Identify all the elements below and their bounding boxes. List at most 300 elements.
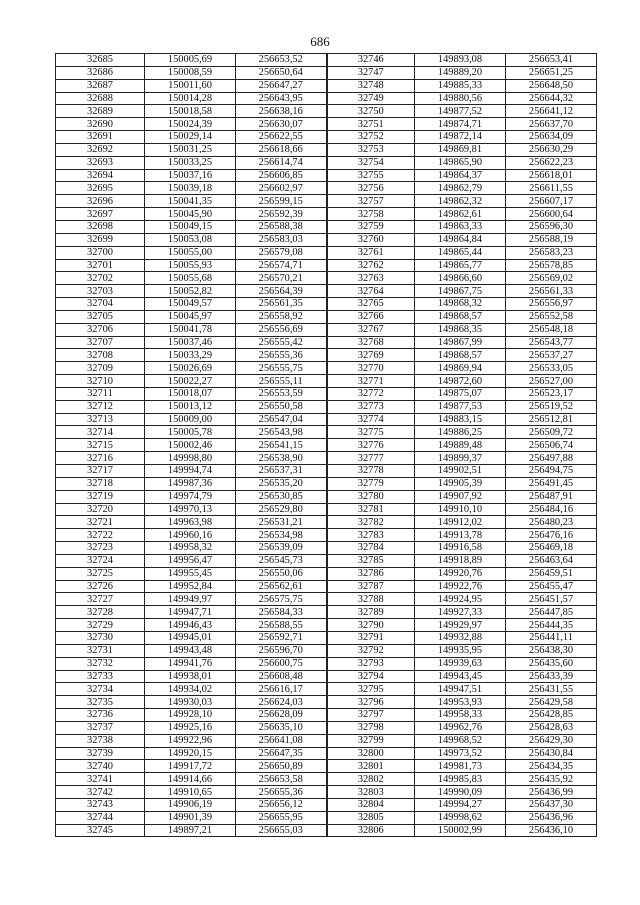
point-number-cell: 32707 — [56, 336, 145, 349]
point-number-cell: 32768 — [327, 336, 415, 349]
point-number-cell: 32764 — [327, 285, 415, 298]
point-number-cell: 32711 — [56, 387, 145, 400]
y-coordinate-cell: 256643,95 — [236, 92, 327, 105]
point-number-cell: 32730 — [56, 631, 145, 644]
y-coordinate-cell: 256447,85 — [506, 606, 597, 619]
point-number-cell: 32713 — [56, 413, 145, 426]
table-row — [56, 786, 597, 799]
table-row — [56, 619, 597, 632]
x-coordinate-cell: 149877,53 — [415, 400, 506, 413]
y-coordinate-cell: 256484,16 — [506, 503, 597, 516]
x-coordinate-cell: 149886,25 — [415, 426, 506, 439]
point-number-cell: 32750 — [327, 105, 415, 118]
point-number-cell: 32801 — [327, 760, 415, 773]
y-coordinate-cell: 256574,71 — [236, 259, 327, 272]
table-row — [56, 413, 597, 426]
point-number-cell: 32728 — [56, 606, 145, 619]
point-number-cell: 32687 — [56, 79, 145, 92]
x-coordinate-cell: 150055,93 — [145, 259, 236, 272]
point-number-cell: 32765 — [327, 298, 415, 311]
y-coordinate-cell: 256607,17 — [506, 195, 597, 208]
y-coordinate-cell: 256494,75 — [506, 465, 597, 478]
x-coordinate-cell: 149938,01 — [145, 670, 236, 683]
point-number-cell: 32697 — [56, 208, 145, 221]
x-coordinate-cell: 149973,52 — [415, 747, 506, 760]
x-coordinate-cell: 149922,96 — [145, 734, 236, 747]
x-coordinate-cell: 149889,48 — [415, 439, 506, 452]
x-coordinate-cell: 150029,14 — [145, 131, 236, 144]
y-coordinate-cell: 256529,80 — [236, 503, 327, 516]
y-coordinate-cell: 256550,06 — [236, 567, 327, 580]
table-row — [56, 811, 597, 824]
table-row — [56, 773, 597, 786]
x-coordinate-cell: 149968,52 — [415, 734, 506, 747]
point-number-cell: 32712 — [56, 400, 145, 413]
table-row — [56, 516, 597, 529]
point-number-cell: 32710 — [56, 375, 145, 388]
table-row — [56, 721, 597, 734]
table-row — [56, 670, 597, 683]
point-number-cell: 32704 — [56, 298, 145, 311]
y-coordinate-cell: 256583,03 — [236, 233, 327, 246]
point-number-cell: 32761 — [327, 246, 415, 259]
y-coordinate-cell: 256535,20 — [236, 477, 327, 490]
point-number-cell: 32692 — [56, 143, 145, 156]
table-row — [56, 760, 597, 773]
table-row — [56, 465, 597, 478]
table-row — [56, 79, 597, 92]
table-row — [56, 259, 597, 272]
point-number-cell: 32700 — [56, 246, 145, 259]
x-coordinate-cell: 150041,35 — [145, 195, 236, 208]
x-coordinate-cell: 149946,43 — [145, 619, 236, 632]
x-coordinate-cell: 149990,09 — [415, 786, 506, 799]
x-coordinate-cell: 149875,07 — [415, 387, 506, 400]
point-number-cell: 32751 — [327, 118, 415, 131]
table-row — [56, 554, 597, 567]
point-number-cell: 32772 — [327, 387, 415, 400]
x-coordinate-cell: 149910,10 — [415, 503, 506, 516]
table-row — [56, 387, 597, 400]
point-number-cell: 32770 — [327, 362, 415, 375]
x-coordinate-cell: 149868,35 — [415, 323, 506, 336]
y-coordinate-cell: 256491,45 — [506, 477, 597, 490]
x-coordinate-cell: 150011,60 — [145, 79, 236, 92]
y-coordinate-cell: 256630,07 — [236, 118, 327, 131]
y-coordinate-cell: 256638,16 — [236, 105, 327, 118]
table-row — [56, 567, 597, 580]
x-coordinate-cell: 149924,95 — [415, 593, 506, 606]
y-coordinate-cell: 256436,96 — [506, 811, 597, 824]
x-coordinate-cell: 149864,84 — [415, 233, 506, 246]
y-coordinate-cell: 256655,03 — [236, 824, 327, 837]
y-coordinate-cell: 256527,00 — [506, 375, 597, 388]
y-coordinate-cell: 256512,81 — [506, 413, 597, 426]
point-number-cell: 32725 — [56, 567, 145, 580]
x-coordinate-cell: 150049,15 — [145, 220, 236, 233]
x-coordinate-cell: 149905,39 — [415, 477, 506, 490]
x-coordinate-cell: 149885,33 — [415, 79, 506, 92]
y-coordinate-cell: 256558,92 — [236, 310, 327, 323]
y-coordinate-cell: 256634,09 — [506, 131, 597, 144]
y-coordinate-cell: 256476,16 — [506, 529, 597, 542]
y-coordinate-cell: 256441,11 — [506, 631, 597, 644]
x-coordinate-cell: 149877,52 — [415, 105, 506, 118]
point-number-cell: 32780 — [327, 490, 415, 503]
x-coordinate-cell: 149867,99 — [415, 336, 506, 349]
y-coordinate-cell: 256616,17 — [236, 683, 327, 696]
y-coordinate-cell: 256653,52 — [236, 54, 327, 67]
point-number-cell: 32698 — [56, 220, 145, 233]
point-number-cell: 32739 — [56, 747, 145, 760]
x-coordinate-cell: 149914,66 — [145, 773, 236, 786]
point-number-cell: 32800 — [327, 747, 415, 760]
point-number-cell: 32791 — [327, 631, 415, 644]
y-coordinate-cell: 256602,97 — [236, 182, 327, 195]
table-row — [56, 246, 597, 259]
x-coordinate-cell: 149928,10 — [145, 709, 236, 722]
x-coordinate-cell: 149987,36 — [145, 477, 236, 490]
x-coordinate-cell: 149985,83 — [415, 773, 506, 786]
table-row — [56, 734, 597, 747]
x-coordinate-cell: 149934,02 — [145, 683, 236, 696]
point-number-cell: 32802 — [327, 773, 415, 786]
point-number-cell: 32732 — [56, 657, 145, 670]
y-coordinate-cell: 256641,12 — [506, 105, 597, 118]
x-coordinate-cell: 150045,97 — [145, 310, 236, 323]
point-number-cell: 32797 — [327, 709, 415, 722]
point-number-cell: 32740 — [56, 760, 145, 773]
x-coordinate-cell: 149970,13 — [145, 503, 236, 516]
y-coordinate-cell: 256429,58 — [506, 696, 597, 709]
x-coordinate-cell: 149920,76 — [415, 567, 506, 580]
y-coordinate-cell: 256537,27 — [506, 349, 597, 362]
table-row — [56, 439, 597, 452]
coordinates-table — [55, 53, 597, 837]
x-coordinate-cell: 149868,57 — [415, 310, 506, 323]
y-coordinate-cell: 256519,52 — [506, 400, 597, 413]
table-row — [56, 426, 597, 439]
point-number-cell: 32783 — [327, 529, 415, 542]
x-coordinate-cell: 150002,99 — [415, 824, 506, 837]
table-row — [56, 683, 597, 696]
table-row — [56, 323, 597, 336]
x-coordinate-cell: 149907,92 — [415, 490, 506, 503]
point-number-cell: 32787 — [327, 580, 415, 593]
y-coordinate-cell: 256584,33 — [236, 606, 327, 619]
y-coordinate-cell: 256648,50 — [506, 79, 597, 92]
table-row — [56, 747, 597, 760]
point-number-cell: 32716 — [56, 452, 145, 465]
table-row — [56, 285, 597, 298]
y-coordinate-cell: 256530,85 — [236, 490, 327, 503]
table-row — [56, 798, 597, 811]
x-coordinate-cell: 150031,25 — [145, 143, 236, 156]
y-coordinate-cell: 256533,05 — [506, 362, 597, 375]
y-coordinate-cell: 256459,51 — [506, 567, 597, 580]
x-coordinate-cell: 149998,62 — [415, 811, 506, 824]
table-row — [56, 542, 597, 555]
point-number-cell: 32748 — [327, 79, 415, 92]
x-coordinate-cell: 149958,33 — [415, 709, 506, 722]
point-number-cell: 32689 — [56, 105, 145, 118]
point-number-cell: 32796 — [327, 696, 415, 709]
point-number-cell: 32721 — [56, 516, 145, 529]
x-coordinate-cell: 150018,07 — [145, 387, 236, 400]
table-row — [56, 631, 597, 644]
x-coordinate-cell: 150037,16 — [145, 169, 236, 182]
y-coordinate-cell: 256651,25 — [506, 66, 597, 79]
x-coordinate-cell: 150052,82 — [145, 285, 236, 298]
y-coordinate-cell: 256622,23 — [506, 156, 597, 169]
point-number-cell: 32724 — [56, 554, 145, 567]
point-number-cell: 32714 — [56, 426, 145, 439]
point-number-cell: 32719 — [56, 490, 145, 503]
point-number-cell: 32742 — [56, 786, 145, 799]
x-coordinate-cell: 149929,97 — [415, 619, 506, 632]
x-coordinate-cell: 150009,00 — [145, 413, 236, 426]
point-number-cell: 32736 — [56, 709, 145, 722]
x-coordinate-cell: 149941,76 — [145, 657, 236, 670]
x-coordinate-cell: 150014,28 — [145, 92, 236, 105]
point-number-cell: 32703 — [56, 285, 145, 298]
y-coordinate-cell: 256622,55 — [236, 131, 327, 144]
x-coordinate-cell: 149953,93 — [415, 696, 506, 709]
y-coordinate-cell: 256592,71 — [236, 631, 327, 644]
y-coordinate-cell: 256561,33 — [506, 285, 597, 298]
table-row — [56, 182, 597, 195]
point-number-cell: 32771 — [327, 375, 415, 388]
y-coordinate-cell: 256578,85 — [506, 259, 597, 272]
y-coordinate-cell: 256553,59 — [236, 387, 327, 400]
x-coordinate-cell: 149994,74 — [145, 465, 236, 478]
y-coordinate-cell: 256435,92 — [506, 773, 597, 786]
y-coordinate-cell: 256653,41 — [506, 54, 597, 67]
y-coordinate-cell: 256588,55 — [236, 619, 327, 632]
x-coordinate-cell: 149949,97 — [145, 593, 236, 606]
table-row — [56, 298, 597, 311]
x-coordinate-cell: 149865,77 — [415, 259, 506, 272]
table-row — [56, 349, 597, 362]
x-coordinate-cell: 149869,94 — [415, 362, 506, 375]
y-coordinate-cell: 256624,03 — [236, 696, 327, 709]
x-coordinate-cell: 150033,25 — [145, 156, 236, 169]
x-coordinate-cell: 149862,32 — [415, 195, 506, 208]
x-coordinate-cell: 149897,21 — [145, 824, 236, 837]
x-coordinate-cell: 149939,63 — [415, 657, 506, 670]
x-coordinate-cell: 149981,73 — [415, 760, 506, 773]
y-coordinate-cell: 256497,88 — [506, 452, 597, 465]
y-coordinate-cell: 256437,30 — [506, 798, 597, 811]
x-coordinate-cell: 149901,39 — [145, 811, 236, 824]
x-coordinate-cell: 149994,27 — [415, 798, 506, 811]
x-coordinate-cell: 150026,69 — [145, 362, 236, 375]
y-coordinate-cell: 256569,02 — [506, 272, 597, 285]
y-coordinate-cell: 256552,58 — [506, 310, 597, 323]
x-coordinate-cell: 149952,84 — [145, 580, 236, 593]
point-number-cell: 32734 — [56, 683, 145, 696]
point-number-cell: 32781 — [327, 503, 415, 516]
x-coordinate-cell: 149899,37 — [415, 452, 506, 465]
x-coordinate-cell: 149912,02 — [415, 516, 506, 529]
x-coordinate-cell: 149962,76 — [415, 721, 506, 734]
y-coordinate-cell: 256596,70 — [236, 644, 327, 657]
point-number-cell: 32773 — [327, 400, 415, 413]
point-number-cell: 32793 — [327, 657, 415, 670]
point-number-cell: 32786 — [327, 567, 415, 580]
x-coordinate-cell: 149862,61 — [415, 208, 506, 221]
point-number-cell: 32795 — [327, 683, 415, 696]
y-coordinate-cell: 256655,36 — [236, 786, 327, 799]
point-number-cell: 32745 — [56, 824, 145, 837]
y-coordinate-cell: 256506,74 — [506, 439, 597, 452]
table-row — [56, 362, 597, 375]
point-number-cell: 32789 — [327, 606, 415, 619]
x-coordinate-cell: 149916,58 — [415, 542, 506, 555]
table-row — [56, 503, 597, 516]
point-number-cell: 32741 — [56, 773, 145, 786]
table-row — [56, 195, 597, 208]
point-number-cell: 32706 — [56, 323, 145, 336]
x-coordinate-cell: 149872,14 — [415, 131, 506, 144]
table-row — [56, 580, 597, 593]
y-coordinate-cell: 256644,32 — [506, 92, 597, 105]
y-coordinate-cell: 256655,95 — [236, 811, 327, 824]
point-number-cell: 32695 — [56, 182, 145, 195]
x-coordinate-cell: 149902,51 — [415, 465, 506, 478]
point-number-cell: 32744 — [56, 811, 145, 824]
point-number-cell: 32708 — [56, 349, 145, 362]
x-coordinate-cell: 150039,18 — [145, 182, 236, 195]
point-number-cell: 32788 — [327, 593, 415, 606]
point-number-cell: 32735 — [56, 696, 145, 709]
x-coordinate-cell: 149947,71 — [145, 606, 236, 619]
x-coordinate-cell: 149956,47 — [145, 554, 236, 567]
point-number-cell: 32759 — [327, 220, 415, 233]
y-coordinate-cell: 256588,38 — [236, 220, 327, 233]
x-coordinate-cell: 149918,89 — [415, 554, 506, 567]
y-coordinate-cell: 256435,60 — [506, 657, 597, 670]
point-number-cell: 32757 — [327, 195, 415, 208]
point-number-cell: 32743 — [56, 798, 145, 811]
point-number-cell: 32790 — [327, 619, 415, 632]
y-coordinate-cell: 256555,36 — [236, 349, 327, 362]
y-coordinate-cell: 256434,35 — [506, 760, 597, 773]
y-coordinate-cell: 256538,90 — [236, 452, 327, 465]
y-coordinate-cell: 256592,39 — [236, 208, 327, 221]
x-coordinate-cell: 150055,68 — [145, 272, 236, 285]
table-row — [56, 220, 597, 233]
x-coordinate-cell: 150041,78 — [145, 323, 236, 336]
x-coordinate-cell: 149998,80 — [145, 452, 236, 465]
y-coordinate-cell: 256539,09 — [236, 542, 327, 555]
x-coordinate-cell: 150033,29 — [145, 349, 236, 362]
point-number-cell: 32776 — [327, 439, 415, 452]
point-number-cell: 32717 — [56, 465, 145, 478]
table-row — [56, 709, 597, 722]
y-coordinate-cell: 256556,69 — [236, 323, 327, 336]
y-coordinate-cell: 256509,72 — [506, 426, 597, 439]
point-number-cell: 32726 — [56, 580, 145, 593]
x-coordinate-cell: 149868,32 — [415, 298, 506, 311]
x-coordinate-cell: 149868,57 — [415, 349, 506, 362]
y-coordinate-cell: 256600,64 — [506, 208, 597, 221]
y-coordinate-cell: 256556,97 — [506, 298, 597, 311]
y-coordinate-cell: 256438,30 — [506, 644, 597, 657]
y-coordinate-cell: 256463,64 — [506, 554, 597, 567]
point-number-cell: 32686 — [56, 66, 145, 79]
y-coordinate-cell: 256523,17 — [506, 387, 597, 400]
y-coordinate-cell: 256637,70 — [506, 118, 597, 131]
table-row — [56, 131, 597, 144]
y-coordinate-cell: 256650,64 — [236, 66, 327, 79]
x-coordinate-cell: 149869,81 — [415, 143, 506, 156]
y-coordinate-cell: 256480,23 — [506, 516, 597, 529]
point-number-cell: 32715 — [56, 439, 145, 452]
point-number-cell: 32752 — [327, 131, 415, 144]
point-number-cell: 32799 — [327, 734, 415, 747]
point-number-cell: 32690 — [56, 118, 145, 131]
y-coordinate-cell: 256428,85 — [506, 709, 597, 722]
y-coordinate-cell: 256588,19 — [506, 233, 597, 246]
point-number-cell: 32722 — [56, 529, 145, 542]
point-number-cell: 32778 — [327, 465, 415, 478]
table-row — [56, 400, 597, 413]
x-coordinate-cell: 149883,15 — [415, 413, 506, 426]
x-coordinate-cell: 149864,37 — [415, 169, 506, 182]
point-number-cell: 32803 — [327, 786, 415, 799]
point-number-cell: 32749 — [327, 92, 415, 105]
y-coordinate-cell: 256547,04 — [236, 413, 327, 426]
y-coordinate-cell: 256653,58 — [236, 773, 327, 786]
table-row — [56, 310, 597, 323]
x-coordinate-cell: 149872,60 — [415, 375, 506, 388]
x-coordinate-cell: 150013,12 — [145, 400, 236, 413]
x-coordinate-cell: 150045,90 — [145, 208, 236, 221]
x-coordinate-cell: 149955,45 — [145, 567, 236, 580]
table-row — [56, 208, 597, 221]
point-number-cell: 32798 — [327, 721, 415, 734]
table-row — [56, 233, 597, 246]
table-row — [56, 824, 597, 837]
y-coordinate-cell: 256641,08 — [236, 734, 327, 747]
y-coordinate-cell: 256555,11 — [236, 375, 327, 388]
point-number-cell: 32775 — [327, 426, 415, 439]
y-coordinate-cell: 256564,39 — [236, 285, 327, 298]
point-number-cell: 32693 — [56, 156, 145, 169]
y-coordinate-cell: 256555,75 — [236, 362, 327, 375]
table-row — [56, 529, 597, 542]
x-coordinate-cell: 149930,03 — [145, 696, 236, 709]
x-coordinate-cell: 149863,33 — [415, 220, 506, 233]
table-row — [56, 143, 597, 156]
y-coordinate-cell: 256455,47 — [506, 580, 597, 593]
y-coordinate-cell: 256429,30 — [506, 734, 597, 747]
x-coordinate-cell: 149943,45 — [415, 670, 506, 683]
table-row — [56, 92, 597, 105]
y-coordinate-cell: 256548,18 — [506, 323, 597, 336]
y-coordinate-cell: 256487,91 — [506, 490, 597, 503]
y-coordinate-cell: 256575,75 — [236, 593, 327, 606]
table-row — [56, 105, 597, 118]
point-number-cell: 32699 — [56, 233, 145, 246]
y-coordinate-cell: 256647,27 — [236, 79, 327, 92]
point-number-cell: 32737 — [56, 721, 145, 734]
point-number-cell: 32785 — [327, 554, 415, 567]
x-coordinate-cell: 149865,90 — [415, 156, 506, 169]
y-coordinate-cell: 256550,58 — [236, 400, 327, 413]
point-number-cell: 32753 — [327, 143, 415, 156]
